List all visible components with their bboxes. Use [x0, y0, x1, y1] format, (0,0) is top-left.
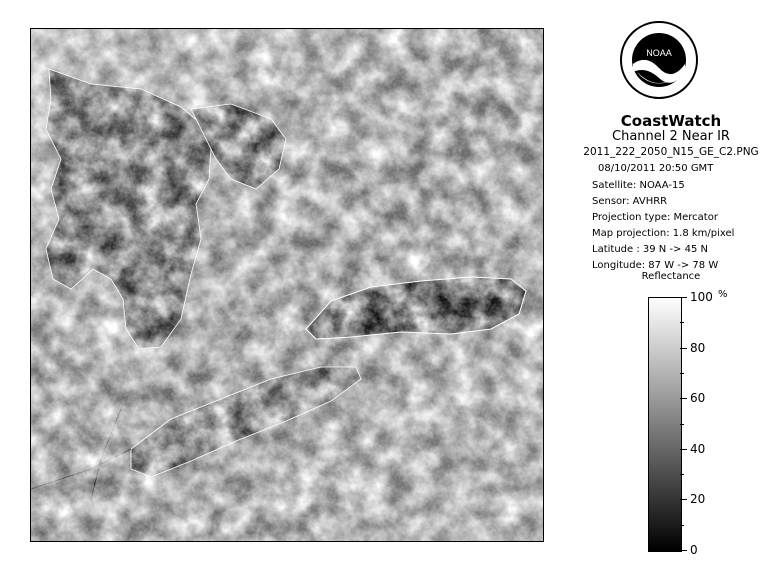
logo-text: NOAA: [646, 48, 672, 58]
colorbar-tick: [680, 424, 684, 425]
colorbar-tick: [680, 398, 687, 399]
channel-name: Channel 2 Near IR: [612, 129, 730, 144]
cloud-texture: [31, 29, 543, 541]
colorbar-tick: [680, 373, 684, 374]
colorbar-tick: [680, 348, 687, 349]
legend-title: Reflectance: [641, 271, 701, 282]
colorbar-tick: [680, 499, 687, 500]
colorbar-tick-label: 0: [690, 543, 698, 557]
filename: 2011_222_2050_N15_GE_C2.PNG: [583, 146, 759, 158]
colorbar-tick: [680, 322, 684, 323]
info-longitude: Longitude: 87 W -> 78 W: [592, 260, 719, 271]
info-projection-type: Projection type: Mercator: [592, 212, 718, 223]
colorbar-tick-label: 40: [690, 441, 706, 456]
info-map-projection: Map projection: 1.8 km/pixel: [592, 228, 735, 239]
noaa-logo: [619, 20, 699, 100]
colorbar-tick: [680, 550, 687, 551]
colorbar-tick-label: 100: [690, 290, 713, 304]
colorbar-tick-label: 80: [690, 340, 706, 355]
satellite-map-svg: [31, 29, 543, 541]
info-sensor: Sensor: AVHRR: [592, 196, 668, 207]
colorbar-tick-label: 60: [690, 391, 706, 406]
app-title: CoastWatch: [620, 112, 722, 130]
colorbar-tick-label: 20: [690, 492, 706, 507]
info-panel: [566, 0, 776, 572]
legend-unit: %: [718, 289, 728, 300]
colorbar-tick: [680, 525, 684, 526]
colorbar: [648, 297, 682, 552]
satellite-image: [30, 28, 544, 542]
colorbar-tick: [680, 297, 687, 298]
colorbar-tick: [680, 474, 684, 475]
info-latitude: Latitude : 39 N -> 45 N: [592, 244, 708, 255]
info-satellite: Satellite: NOAA-15: [592, 180, 685, 191]
colorbar-tick: [680, 449, 687, 450]
info-datetime: 08/10/2011 20:50 GMT: [598, 163, 714, 174]
